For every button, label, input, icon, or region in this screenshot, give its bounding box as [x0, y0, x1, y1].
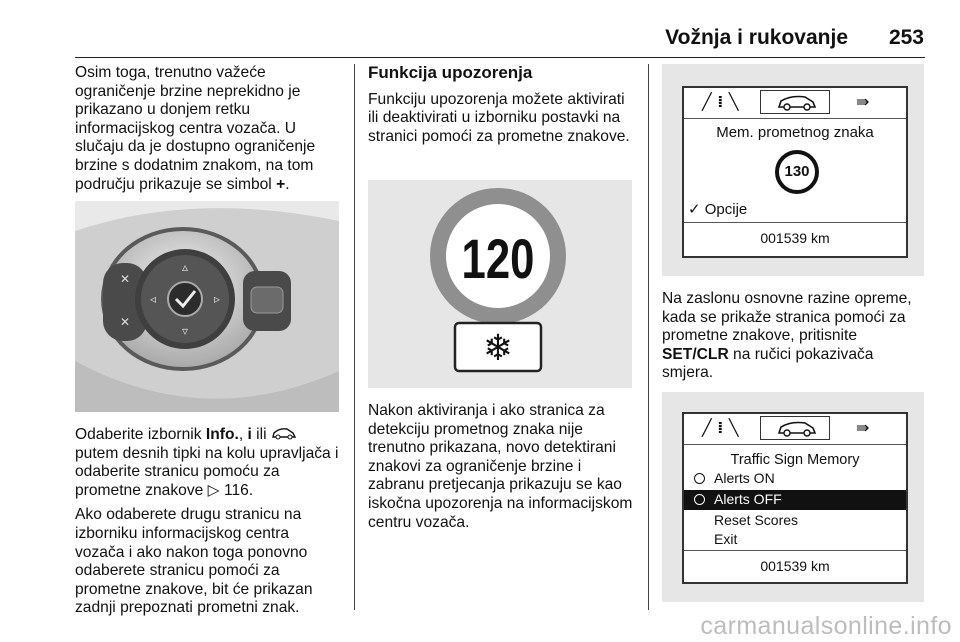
- svg-text:▹: ▹: [213, 292, 221, 306]
- chapter-title: Vožnja i rukovanje: [665, 26, 848, 49]
- menu-item-alerts-off[interactable]: [684, 490, 906, 510]
- display-screen-2: [682, 412, 908, 584]
- display-top-bar: [684, 92, 906, 114]
- display2-top-bar: [684, 418, 906, 440]
- car-tab-icon: [760, 90, 830, 114]
- svg-text:▿: ▿: [181, 324, 189, 338]
- menu-item-alerts-on[interactable]: [684, 470, 906, 490]
- menu-item-label: Alerts ON: [714, 470, 775, 486]
- watermark: carmanualsonline.info: [700, 612, 952, 640]
- intro-paragraph: [75, 64, 341, 194]
- road-icon: ╱ ⁞ ╲: [702, 92, 739, 111]
- road-icon: ╱ ⁞ ╲: [702, 418, 739, 437]
- svg-text:▵: ▵: [181, 260, 189, 274]
- display-menu-figure: [662, 392, 924, 602]
- checkmark-icon: ✓: [688, 200, 701, 218]
- speed-limit-sign-image: [368, 180, 632, 388]
- display2-bottom-divider: [684, 550, 906, 551]
- sign-tab-icon: ⇛: [856, 418, 870, 437]
- setclr-pre: Na zaslonu osnovne razine opreme, kada se prikaže stranica pomoći za prometne znakove, pritisnite: [662, 290, 912, 345]
- page-number: 253: [888, 26, 924, 49]
- select-end: .: [248, 481, 254, 499]
- display-bottom-divider: [684, 222, 906, 223]
- snowflake-icon: ❄: [482, 328, 514, 369]
- warning-paragraph-1: Funkciju upozorenja možete aktivirati ili deaktivirati u izborniku postavki na stranici pomoći za prometne znakove.: [368, 90, 630, 145]
- column-divider-1: [354, 64, 355, 610]
- svg-text:◃: ◃: [149, 292, 157, 306]
- select-sep1: ,: [238, 426, 248, 443]
- menu-item-label: Exit: [714, 531, 738, 547]
- display2-divider: [684, 444, 906, 445]
- car-tab-icon: [760, 416, 830, 440]
- column-divider-2: [648, 64, 649, 610]
- select-sep2: ili: [251, 426, 271, 443]
- select-pre: Odaberite izbornik: [75, 426, 206, 443]
- select-paragraph: [75, 426, 341, 500]
- display-odometer: 001539 km: [760, 230, 830, 246]
- intro-text: Osim toga, trenutno važeće ograničenje brzine neprekidno je prikazano u donjem retku informacijskog centra vozača. U slučaju da je dostupno ograničenje brzine s dodatnim znakom, na tom području prikazuje se simbol: [75, 64, 316, 193]
- display-basic-figure: [662, 64, 924, 276]
- display-screen-1: [682, 86, 908, 258]
- select-post: putem desnih tipki na kolu upravljača i odaberite stranicu pomoću za prometne znakove: [75, 444, 339, 499]
- column-1: [75, 64, 341, 200]
- column-1-lower: [75, 426, 341, 624]
- options-label: Opcije: [704, 201, 748, 218]
- page-header: [0, 26, 960, 56]
- intro-end: .: [285, 175, 290, 193]
- column-3: [662, 290, 924, 389]
- column-2: [368, 64, 636, 152]
- display2-title: Traffic Sign Memory: [730, 452, 860, 468]
- info-menu-label: Info.: [205, 426, 239, 443]
- menu-item-exit[interactable]: [684, 531, 906, 551]
- setclr-button-label: SET/CLR: [662, 345, 729, 363]
- section-heading: Funkcija upozorenja: [368, 63, 533, 82]
- steering-wheel-controls-image: [75, 201, 339, 412]
- steering-wheel-figure: [75, 201, 339, 412]
- display2-odometer: 001539 km: [760, 558, 830, 574]
- warning-paragraph-2: Nakon aktiviranja i ako stranica za detekciju prometnog znaka nije trenutno prikazana, novo detektirani znakovi za ograničenje brzine i zabranu pretjecanja prikazuju se kao iskočna upozorenja na informacijskom centru vozača.: [368, 402, 633, 531]
- menu-item-reset-scores[interactable]: [684, 512, 906, 532]
- radio-icon: [694, 494, 705, 505]
- header-rule: [75, 57, 925, 58]
- display-options: [684, 200, 910, 218]
- menu-item-label: Alerts OFF: [714, 491, 782, 507]
- plus-symbol: +: [276, 175, 286, 193]
- menu-item-label: Reset Scores: [714, 512, 799, 528]
- page-reference: 116: [223, 481, 249, 499]
- page-ref-arrow-icon: ▷: [207, 481, 220, 499]
- display-sign: [684, 150, 906, 190]
- speed-sign-figure: [368, 180, 632, 388]
- display-title: Mem. prometnog znaka: [716, 124, 874, 141]
- sign-tab-icon: ⇛: [856, 92, 870, 111]
- column-2-lower: [368, 402, 636, 538]
- radio-icon: [694, 473, 705, 484]
- setclr-paragraph: [662, 290, 924, 383]
- info-icon: i: [247, 426, 252, 443]
- car-icon: [271, 427, 297, 440]
- speed-limit-badge: 130: [775, 150, 819, 194]
- setclr-post: na ručici pokazivača smjera.: [662, 345, 874, 382]
- display-divider: [684, 118, 906, 119]
- sign-speed-value: 120: [461, 227, 535, 291]
- svg-text:✕: ✕: [119, 272, 131, 286]
- svg-text:✕: ✕: [119, 315, 131, 329]
- other-paragraph: Ako odaberete drugu stranicu na izborniku informacijskog centra vozača i ako nakon toga ponovno odaberete stranicu pomoći za prometne znakove, bit će prikazan zadnji prepoznati prometni znak.: [75, 506, 313, 617]
